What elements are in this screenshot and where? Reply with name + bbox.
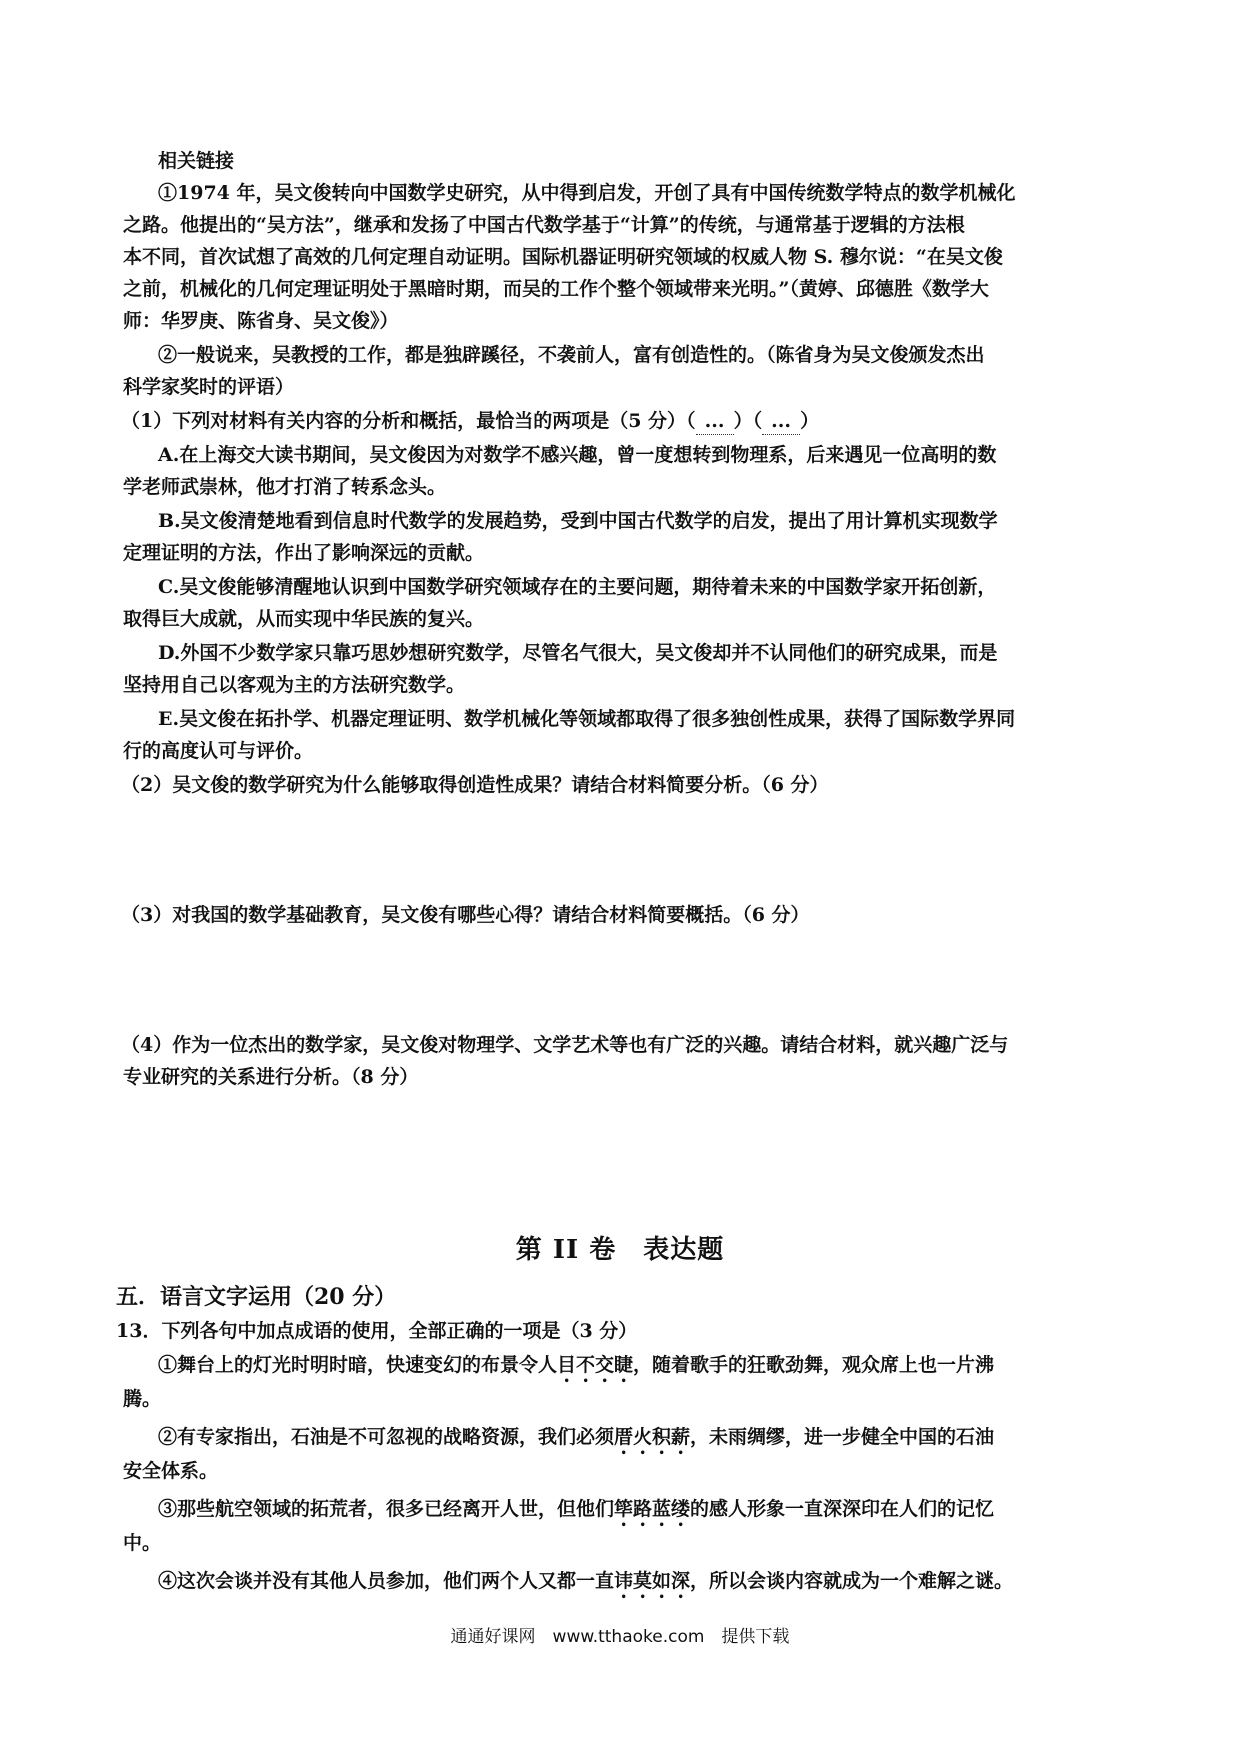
q13-sentence-1-line1: ①舞台上的灯光时明时暗，快速变幻的布景令人目不交睫，随着歌手的狂歌劲舞，观众席上也一片沸 <box>158 1354 995 1376</box>
question-3: （3）对我国的数学基础教育，吴文俊有哪些心得？请结合材料简要概括。（6 分） <box>121 904 810 926</box>
section-5-heading: 五．语言文字运用（20 分） <box>116 1284 397 1310</box>
q13-sentence-3-line1: ③那些航空领域的拓荒者，很多已经离开人世，但他们筚路蓝缕的感人形象一直深深印在人们的记忆 <box>158 1498 995 1520</box>
idiom-2: 厝火积薪 <box>614 1426 691 1448</box>
option-c-line2: 取得巨大成就，从而实现中华民族的复兴。 <box>123 608 485 630</box>
q13-sentence-1-line2: 腾。 <box>123 1388 162 1410</box>
question-4-line1: （4）作为一位杰出的数学家，吴文俊对物理学、文学艺术等也有广泛的兴趣。请结合材料，就兴趣广泛与 <box>121 1034 1009 1056</box>
related-p1-line1: ①1974 年，吴文俊转向中国数学史研究，从中得到启发，开创了具有中国传统数学特点的数学机械化 <box>158 182 1016 204</box>
option-d-line1: D.外国不少数学家只靠巧思妙想研究数学，尽管名气很大，吴文俊却并不认同他们的研究成果，而是 <box>158 642 998 664</box>
option-e-line1: E.吴文俊在拓扑学、机器定理证明、数学机械化等领域都取得了很多独创性成果，获得了国际数学界同 <box>158 708 1016 730</box>
option-b-line2: 定理证明的方法，作出了影响深远的贡献。 <box>123 542 485 564</box>
related-p1-line2: 之路。他提出的“吴方法”，继承和发扬了中国古代数学基于“计算”的传统，与通常基于逻辑的方法根 <box>123 214 965 236</box>
q13-sentence-4: ④这次会谈并没有其他人员参加，他们两个人又都一直讳莫如深，所以会谈内容就成为一个难解之谜。 <box>158 1570 1014 1592</box>
question-1-stem: （1）下列对材料有关内容的分析和概括，最恰当的两项是（5 分）（ ... ）（ ... ） <box>121 408 819 435</box>
idiom-4: 讳莫如深 <box>614 1570 691 1592</box>
related-heading: 相关链接 <box>158 150 235 172</box>
related-p2-line1: ②一般说来，吴教授的工作，都是独辟蹊径，不袭前人，富有创造性的。（陈省身为吴文俊颁发杰出 <box>158 344 985 366</box>
related-p1-line3: 本不同，首次试想了高效的几何定理自动证明。国际机器证明研究领域的权威人物 S. 穆尔说：“在吴文俊 <box>123 246 1003 268</box>
option-a-line1: A.在上海交大读书期间，吴文俊因为对数学不感兴趣，曾一度想转到物理系，后来遇见一位高明的数 <box>158 444 997 466</box>
question-4-line2: 专业研究的关系进行分析。（8 分） <box>123 1066 419 1088</box>
part-2-title: 第 II 卷 表达题 <box>515 1235 725 1265</box>
related-p1-line4: 之前，机械化的几何定理证明处于黑暗时期，而吴的工作个整个领域带来光明。”（黄婷、邱德胜《数学大 <box>123 278 989 300</box>
option-a-line2: 学老师武崇林，他才打消了转系念头。 <box>123 476 447 498</box>
option-d-line2: 坚持用自己以客观为主的方法研究数学。 <box>123 674 466 696</box>
idiom-1: 目不交睫 <box>557 1354 634 1376</box>
answer-blank-1: ... <box>696 408 734 435</box>
option-e-line2: 行的高度认可与评价。 <box>123 740 314 762</box>
idiom-3: 筚路蓝缕 <box>614 1498 691 1520</box>
related-p2-line2: 科学家奖时的评语） <box>123 376 295 398</box>
q13-sentence-3-line2: 中。 <box>123 1532 162 1554</box>
page-footer: 通通好课网 www.tthaoke.com 提供下载 <box>450 1627 790 1647</box>
answer-blank-2: ... <box>762 408 800 435</box>
question-2: （2）吴文俊的数学研究为什么能够取得创造性成果？请结合材料简要分析。（6 分） <box>121 774 829 796</box>
related-p1-line5: 师：华罗庚、陈省身、吴文俊》） <box>123 310 399 332</box>
question-13-stem: 13．下列各句中加点成语的使用，全部正确的一项是（3 分） <box>116 1320 638 1342</box>
option-b-line1: B.吴文俊清楚地看到信息时代数学的发展趋势，受到中国古代数学的启发，提出了用计算机实现数学 <box>158 510 998 532</box>
q13-sentence-2-line2: 安全体系。 <box>123 1460 219 1482</box>
option-c-line1: C.吴文俊能够清醒地认识到中国数学研究领域存在的主要问题，期待着未来的中国数学家开拓创新， <box>158 576 997 598</box>
q13-sentence-2-line1: ②有专家指出，石油是不可忽视的战略资源，我们必须厝火积薪，未雨绸缪，进一步健全中国的石油 <box>158 1426 995 1448</box>
